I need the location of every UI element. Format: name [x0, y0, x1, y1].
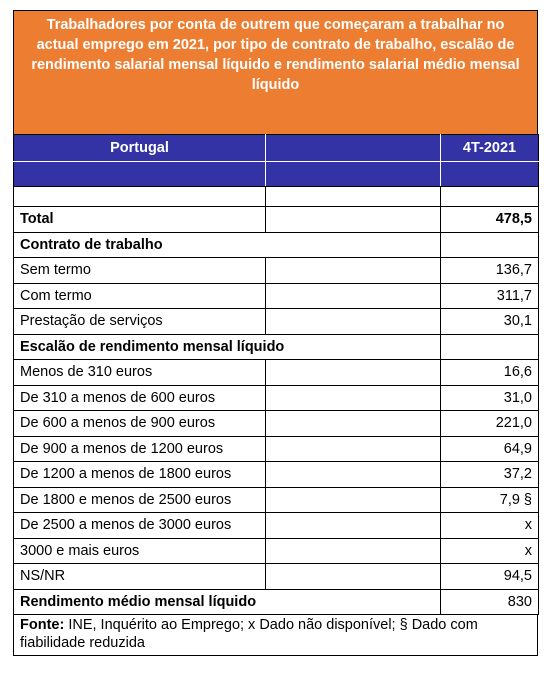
spacer-cell [441, 187, 539, 207]
row-label: De 2500 a menos de 3000 euros [14, 513, 266, 539]
row-label: Com termo [14, 283, 266, 309]
header-blank [266, 135, 441, 162]
table-row [14, 538, 539, 564]
table-row [14, 309, 539, 335]
spacer-row [14, 187, 539, 207]
row-value [441, 334, 539, 360]
table-row [14, 462, 539, 488]
row-blank [266, 513, 441, 539]
statistics-table-container [13, 10, 538, 656]
row-label: De 900 a menos de 1200 euros [14, 436, 266, 462]
row-value: x [441, 538, 539, 564]
table-row [14, 207, 539, 233]
row-value: 16,6 [441, 360, 539, 386]
row-label: De 1200 a menos de 1800 euros [14, 462, 266, 488]
header-subcell [14, 162, 266, 187]
table-row [14, 283, 539, 309]
table-row [14, 411, 539, 437]
table-row [14, 513, 539, 539]
table-row [14, 232, 539, 258]
row-value: 221,0 [441, 411, 539, 437]
table-row [14, 334, 539, 360]
row-label: Prestação de serviços [14, 309, 266, 335]
row-value: 37,2 [441, 462, 539, 488]
table-row [14, 564, 539, 590]
row-label: Total [14, 207, 266, 233]
row-blank [266, 487, 441, 513]
row-blank [266, 385, 441, 411]
table-row [14, 436, 539, 462]
header-row [14, 135, 539, 162]
row-blank [266, 309, 441, 335]
spacer-cell [14, 187, 266, 207]
row-label: NS/NR [14, 564, 266, 590]
row-value: 830 [441, 589, 539, 615]
row-value: x [441, 513, 539, 539]
row-blank [266, 411, 441, 437]
table-title: Trabalhadores por conta de outrem que começaram a trabalhar no actual emprego em 2021, por tipo de contrato de trabalho, escalão de rendimento salarial mensal líquido e rendimento salarial médio mensal líquido [13, 10, 538, 134]
table-row [14, 385, 539, 411]
row-value: 94,5 [441, 564, 539, 590]
table-row [14, 487, 539, 513]
row-value: 478,5 [441, 207, 539, 233]
row-blank [266, 258, 441, 284]
source-text: INE, Inquérito ao Emprego; x Dado não disponível; § Dado com fiabilidade reduzida [20, 617, 478, 651]
row-label: De 1800 e menos de 2500 euros [14, 487, 266, 513]
row-value: 136,7 [441, 258, 539, 284]
row-value: 31,0 [441, 385, 539, 411]
row-value: 64,9 [441, 436, 539, 462]
row-label: De 310 a menos de 600 euros [14, 385, 266, 411]
header-subcell [441, 162, 539, 187]
source-label: Fonte: [20, 617, 65, 633]
spacer-cell [266, 187, 441, 207]
row-blank [266, 207, 441, 233]
row-blank [266, 564, 441, 590]
table-row [14, 360, 539, 386]
row-label: Rendimento médio mensal líquido [14, 589, 441, 615]
header-region: Portugal [14, 135, 266, 162]
section-label: Contrato de trabalho [14, 232, 441, 258]
row-value: 30,1 [441, 309, 539, 335]
row-label: 3000 e mais euros [14, 538, 266, 564]
row-blank [266, 283, 441, 309]
row-label: De 600 a menos de 900 euros [14, 411, 266, 437]
row-value: 7,9 § [441, 487, 539, 513]
source-note [13, 615, 538, 656]
row-blank [266, 462, 441, 488]
row-blank [266, 538, 441, 564]
data-table [13, 134, 539, 615]
row-blank [266, 360, 441, 386]
header-subrow [14, 162, 539, 187]
table-row [14, 258, 539, 284]
header-period: 4T-2021 [441, 135, 539, 162]
header-subcell [266, 162, 441, 187]
row-label: Menos de 310 euros [14, 360, 266, 386]
section-label: Escalão de rendimento mensal líquido [14, 334, 441, 360]
row-value: 311,7 [441, 283, 539, 309]
table-row [14, 589, 539, 615]
row-blank [266, 436, 441, 462]
row-value [441, 232, 539, 258]
row-label: Sem termo [14, 258, 266, 284]
